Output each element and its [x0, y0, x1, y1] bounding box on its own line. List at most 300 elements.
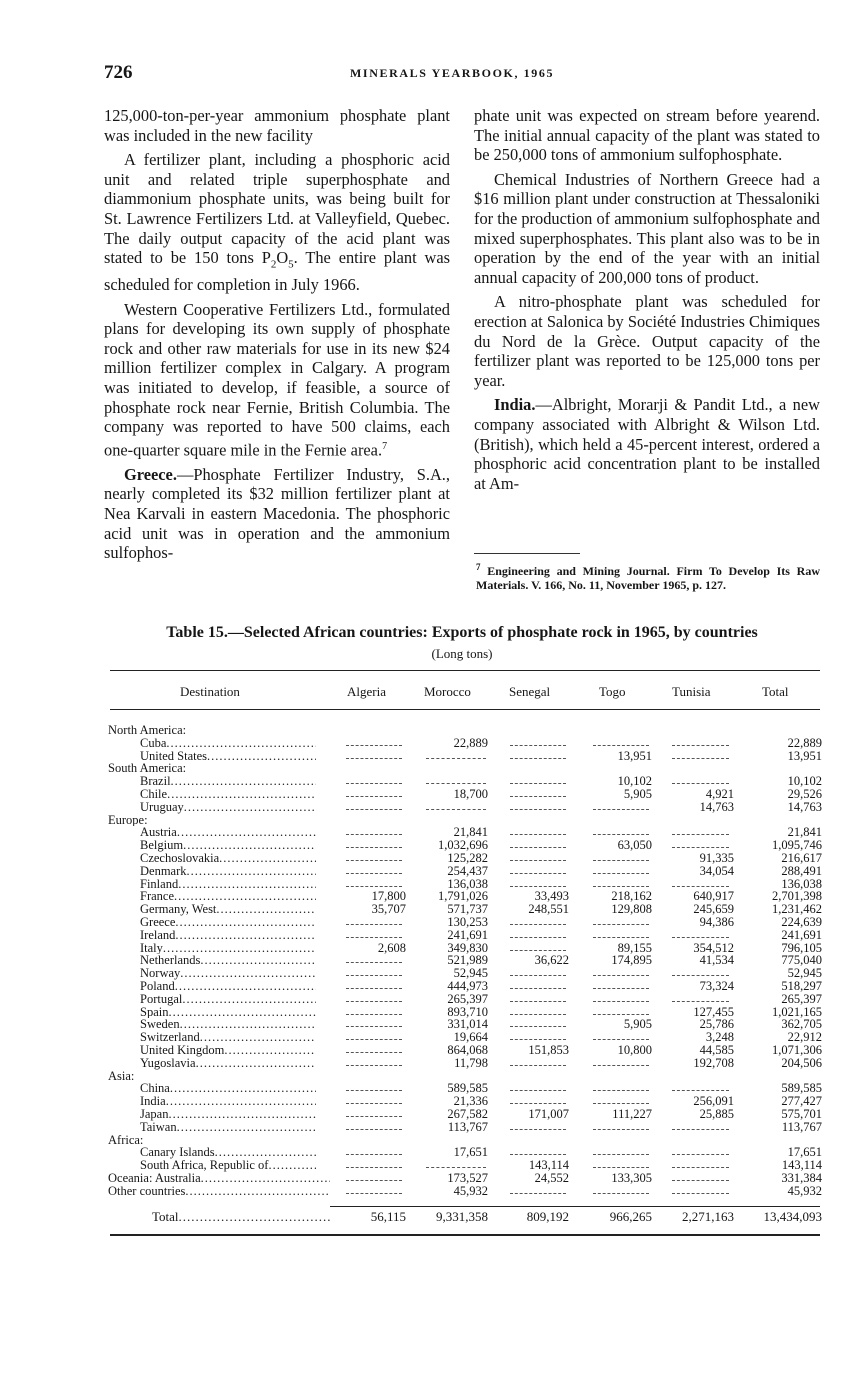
- row-label-text: Netherlands: [140, 954, 201, 968]
- table-cell: 45,932: [453, 1183, 488, 1198]
- table-cell: 575,701: [781, 1107, 822, 1121]
- row-label-text: Asia:: [108, 1069, 135, 1083]
- table-cell: 1,071,306: [772, 1043, 822, 1057]
- empty-cell-dashes: [510, 1129, 566, 1130]
- table-row: [0, 788, 865, 801]
- table-cell: 5,905: [623, 787, 652, 801]
- table-row: [0, 967, 865, 980]
- table-cell: 1,095,746: [772, 838, 822, 853]
- row-label-text: Other countries: [108, 1184, 186, 1198]
- table-row: [0, 826, 865, 839]
- table-row: [0, 1082, 865, 1095]
- total-cell: 13,434,093: [763, 1209, 822, 1224]
- paragraph: [104, 150, 450, 294]
- row-label: [140, 801, 316, 814]
- footnote-divider: [474, 553, 580, 554]
- table-cell: 796,105: [781, 940, 822, 955]
- footnote-ref[interactable]: 7: [382, 440, 388, 452]
- table-row: [0, 1057, 865, 1070]
- table-row: [0, 737, 865, 750]
- empty-cell-dashes: [593, 886, 649, 887]
- table-cell: 10,102: [617, 774, 652, 789]
- row-label-text: Spain: [140, 1005, 169, 1019]
- row-label: [108, 762, 336, 775]
- table-cell: 133,305: [611, 1171, 652, 1185]
- row-label: [140, 903, 316, 916]
- table-row: [0, 1146, 865, 1159]
- column-header-algeria: Algeria: [347, 684, 386, 699]
- row-label: [140, 839, 316, 852]
- table-title: Table 15.—Selected African countries: Exports of phosphate rock in 1965, by countries: [166, 624, 758, 641]
- table-row: [0, 954, 865, 967]
- table-cell: 11,798: [454, 1055, 488, 1070]
- table-cell: 24,552: [534, 1171, 569, 1185]
- empty-cell-dashes: [346, 809, 402, 810]
- empty-cell-dashes: [510, 975, 566, 976]
- empty-cell-dashes: [346, 783, 402, 784]
- table-row: [0, 1121, 865, 1134]
- row-label-text: Finland: [140, 877, 179, 891]
- row-label-text: Italy: [140, 941, 163, 955]
- empty-cell-dashes: [510, 796, 566, 797]
- row-label-text: Switzerland: [140, 1031, 200, 1044]
- empty-cell-dashes: [346, 834, 402, 835]
- empty-cell-dashes: [510, 860, 566, 861]
- table-cell: 73,324: [699, 979, 734, 993]
- empty-cell-dashes: [510, 745, 566, 746]
- empty-cell-dashes: [510, 758, 566, 759]
- row-label-text: Taiwan: [140, 1120, 177, 1134]
- table-row: [0, 852, 865, 865]
- table-cell: 125,282: [447, 851, 488, 865]
- table-cell: 14,763: [699, 799, 734, 814]
- table-row: [0, 839, 865, 852]
- empty-cell-dashes: [346, 1129, 402, 1130]
- row-label: [140, 929, 316, 942]
- row-label: [140, 1006, 316, 1019]
- empty-cell-dashes: [672, 1129, 729, 1130]
- table-cell: 3,248: [705, 1030, 734, 1045]
- row-label-text: Uruguay: [140, 800, 184, 814]
- table-cell: 444,973: [447, 979, 488, 993]
- empty-cell-dashes: [593, 809, 649, 810]
- table-row: [0, 929, 865, 942]
- table-total-row: [0, 1211, 865, 1224]
- table-row: [0, 775, 865, 788]
- row-label-text: Oceania: Australia: [108, 1172, 201, 1185]
- table-cell: 21,841: [453, 825, 488, 840]
- table-row: [0, 1095, 865, 1108]
- row-label: [108, 724, 336, 737]
- row-label: [108, 1134, 336, 1147]
- empty-cell-dashes: [593, 873, 649, 874]
- row-label-text: Brazil: [140, 775, 171, 788]
- table-cell: 129,808: [611, 902, 652, 917]
- table-cell: 52,945: [453, 966, 488, 981]
- table-cell: 143,114: [528, 1158, 569, 1173]
- empty-cell-dashes: [346, 1090, 402, 1091]
- table-row: [0, 1159, 865, 1172]
- subscript: 2: [270, 258, 277, 271]
- empty-cell-dashes: [346, 1116, 402, 1117]
- table-cell: 241,691: [447, 927, 488, 942]
- empty-cell-dashes: [510, 1026, 566, 1027]
- table-bottom-rule: [110, 1234, 820, 1236]
- paragraph: A nitro-phosphate plant was scheduled for erection at Salonica by Société Industries Chimiques du Nord de la Grèce. Output capacity of the fertilizer plant was reported to be 125,000 tons per year.: [474, 292, 820, 390]
- table-cell: 18,700: [453, 787, 488, 801]
- paragraph: [104, 465, 450, 563]
- row-label-text: United Kingdom: [140, 1044, 225, 1057]
- empty-cell-dashes: [510, 1065, 566, 1066]
- footnote: [476, 560, 820, 592]
- row-label: [140, 954, 316, 967]
- table-cell: 256,091: [693, 1094, 734, 1109]
- empty-cell-dashes: [672, 783, 729, 784]
- row-label-text: China: [140, 1082, 170, 1096]
- row-label-text: Sweden: [140, 1018, 180, 1032]
- row-label: [108, 1070, 336, 1083]
- empty-cell-dashes: [346, 1001, 402, 1002]
- table-row: [0, 1006, 865, 1019]
- footnote-number: 7: [476, 562, 481, 572]
- row-label-text: Canary Islands: [140, 1146, 215, 1160]
- right-text-column: [474, 106, 820, 498]
- row-label-text: North America:: [108, 724, 187, 737]
- empty-cell-dashes: [346, 886, 402, 887]
- row-label: [140, 1082, 316, 1095]
- table-top-rule: [110, 670, 820, 671]
- row-label: [140, 1044, 316, 1057]
- empty-cell-dashes: [593, 745, 649, 746]
- row-label-text: Denmark: [140, 864, 187, 878]
- table-cell: 265,397: [447, 991, 488, 1006]
- left-text-column: [104, 106, 450, 568]
- row-label: [140, 1018, 316, 1031]
- empty-cell-dashes: [510, 937, 566, 938]
- paragraph-text: . The entire plant was scheduled for completion in July 1966.: [104, 248, 451, 295]
- table-cell: 2,608: [377, 940, 406, 955]
- table-cell: 174,895: [611, 953, 652, 968]
- total-cell: 809,192: [526, 1209, 569, 1224]
- table-cell: 25,786: [699, 1017, 734, 1032]
- empty-cell-dashes: [346, 873, 402, 874]
- row-label-text: Germany, West: [140, 903, 217, 916]
- table-row: [0, 916, 865, 929]
- table-cell: 25,885: [699, 1107, 734, 1121]
- row-label-text: Japan: [140, 1108, 169, 1121]
- column-header-tunisia: Tunisia: [672, 684, 711, 699]
- row-label: [108, 1185, 330, 1198]
- row-label-text: Yugoslavia: [140, 1056, 196, 1070]
- empty-cell-dashes: [426, 1167, 486, 1168]
- table-cell: 34,054: [699, 863, 734, 878]
- table-cell: 248,551: [528, 902, 569, 917]
- table-row: [0, 993, 865, 1006]
- row-label-text: France: [140, 890, 175, 904]
- empty-cell-dashes: [510, 924, 566, 925]
- row-label: [140, 737, 316, 750]
- empty-cell-dashes: [346, 937, 402, 938]
- table-cell: 518,297: [781, 979, 822, 993]
- empty-cell-dashes: [593, 834, 649, 835]
- empty-cell-dashes: [672, 886, 729, 887]
- subscript: 5: [288, 258, 294, 271]
- row-label-text: Belgium: [140, 839, 184, 852]
- empty-cell-dashes: [346, 1065, 402, 1066]
- page-number: 726: [104, 62, 133, 83]
- table-row: [0, 750, 865, 763]
- row-label: [140, 1031, 316, 1044]
- running-title: MINERALS YEARBOOK, 1965: [350, 66, 555, 80]
- table-cell: 571,737: [447, 902, 488, 917]
- table-cell: 1,021,165: [772, 1004, 822, 1019]
- paragraph: [104, 300, 450, 460]
- table-row: [0, 980, 865, 993]
- empty-cell-dashes: [346, 1014, 402, 1015]
- empty-cell-dashes: [510, 809, 566, 810]
- table-cell: 204,506: [781, 1055, 822, 1070]
- table-cell: 22,889: [787, 735, 822, 750]
- row-label: [140, 1146, 316, 1159]
- empty-cell-dashes: [426, 809, 486, 810]
- table-cell: 893,710: [447, 1004, 488, 1019]
- table-cell: 640,917: [693, 889, 734, 904]
- empty-cell-dashes: [346, 975, 402, 976]
- empty-cell-dashes: [510, 873, 566, 874]
- row-label: [140, 1057, 316, 1070]
- empty-cell-dashes: [510, 783, 566, 784]
- table-cell: 10,102: [787, 774, 822, 789]
- table-cell: 52,945: [787, 966, 822, 981]
- formula-letter: O: [276, 248, 289, 268]
- empty-cell-dashes: [346, 962, 402, 963]
- paragraph-text: Western Cooperative Fertilizers Ltd., formulated plans for developing its own supply of phosphate rock and other raw materials for use in its new $24 million fertilizer complex in Calgary. A program was initiated to develop, if feasible, a source of phosphate rock near Fernie, British Columbia. The company was reported to have 500 claims, each one-quarter square mile in the Fernie area.: [104, 299, 450, 460]
- row-label-text: South Africa, Republic of: [140, 1159, 269, 1172]
- empty-cell-dashes: [672, 758, 729, 759]
- paragraph: Chemical Industries of Northern Greece had a $16 million plant under construction at Thessaloniki for the production of ammonium sulfophosphate and mixed superphosphates. This plant also was to be in operation by the end of the year with an initial annual capacity of 200,000 tons of product.: [474, 169, 820, 287]
- column-header-morocco: Morocco: [424, 684, 471, 699]
- table-row: [0, 801, 865, 814]
- row-label: [140, 1159, 316, 1172]
- row-label: [140, 916, 316, 929]
- empty-cell-dashes: [593, 1014, 649, 1015]
- empty-cell-dashes: [510, 1103, 566, 1104]
- table-cell: 33,493: [534, 889, 569, 904]
- table-cell: 22,889: [453, 735, 488, 750]
- table-cell: 113,767: [447, 1119, 488, 1134]
- row-label: [140, 980, 316, 993]
- empty-cell-dashes: [346, 1167, 402, 1168]
- table-cell: 173,527: [447, 1171, 488, 1185]
- table-cell: 267,582: [447, 1107, 488, 1121]
- table-cell: 136,038: [781, 876, 822, 891]
- row-label: [140, 788, 316, 801]
- empty-cell-dashes: [510, 1090, 566, 1091]
- row-label: [140, 890, 316, 903]
- row-label: [108, 1172, 330, 1185]
- row-label-text: Greece: [140, 916, 176, 929]
- table-sum-rule: [330, 1206, 820, 1207]
- table-cell: 17,651: [787, 1145, 822, 1160]
- table-cell: 254,437: [447, 863, 488, 878]
- table-cell: 17,651: [453, 1145, 488, 1160]
- table-group-row: [0, 1070, 865, 1083]
- row-label-text: Norway: [140, 967, 181, 980]
- footnote-text: Engineering and Mining Journal. Firm To Develop Its Raw Materials. V. 166, No. 11, November 1965, p. 127.: [476, 564, 820, 592]
- empty-cell-dashes: [346, 796, 402, 797]
- row-label: [140, 826, 316, 839]
- table-cell: 224,639: [781, 915, 822, 929]
- table-cell: 349,830: [447, 940, 488, 955]
- empty-cell-dashes: [346, 745, 402, 746]
- empty-cell-dashes: [346, 758, 402, 759]
- empty-cell-dashes: [346, 1026, 402, 1027]
- empty-cell-dashes: [593, 1193, 649, 1194]
- table-cell: 521,989: [447, 953, 488, 968]
- table-row: [0, 903, 865, 916]
- table-cell: 10,800: [617, 1043, 652, 1057]
- total-cell: 56,115: [370, 1209, 406, 1224]
- paragraph: 125,000-ton-per-year ammonium phosphate plant was included in the new facility: [104, 106, 450, 145]
- table-cell: 4,921: [705, 787, 734, 801]
- table-cell: 1,231,462: [772, 902, 822, 917]
- row-label: [140, 1095, 316, 1108]
- row-label: [140, 878, 316, 891]
- row-label-text: Czechoslovakia: [140, 852, 220, 865]
- table-cell: 1,791,026: [438, 889, 488, 904]
- table-cell: 22,912: [787, 1030, 822, 1045]
- empty-cell-dashes: [510, 1154, 566, 1155]
- column-header-togo: Togo: [599, 684, 626, 699]
- table-cell: 36,622: [534, 953, 569, 968]
- empty-cell-dashes: [593, 860, 649, 861]
- empty-cell-dashes: [510, 988, 566, 989]
- empty-cell-dashes: [346, 1103, 402, 1104]
- empty-cell-dashes: [672, 1193, 729, 1194]
- empty-cell-dashes: [593, 1103, 649, 1104]
- table-group-row: [0, 724, 865, 737]
- table-cell: 111,227: [612, 1107, 652, 1121]
- row-label: [140, 775, 316, 788]
- empty-cell-dashes: [672, 1090, 729, 1091]
- empty-cell-dashes: [672, 1180, 729, 1181]
- table-cell: 127,455: [693, 1004, 734, 1019]
- table-cell: 45,932: [787, 1183, 822, 1198]
- table-cell: 17,800: [371, 889, 406, 904]
- table-cell: 136,038: [447, 876, 488, 891]
- table-cell: 1,032,696: [438, 838, 488, 853]
- table-cell: 151,853: [528, 1043, 569, 1057]
- row-label: [140, 967, 316, 980]
- row-label: [140, 852, 316, 865]
- table-cell: 241,691: [781, 927, 822, 942]
- row-label: [140, 942, 316, 955]
- empty-cell-dashes: [593, 1154, 649, 1155]
- table-row: [0, 1172, 865, 1185]
- table-row: [0, 1185, 865, 1198]
- paragraph: phate unit was expected on stream before yearend. The initial annual capacity of the plant was stated to be 250,000 tons of ammonium sulfophosphate.: [474, 106, 820, 165]
- table-cell: 89,155: [617, 940, 652, 955]
- row-label-text: Austria: [140, 826, 177, 840]
- empty-cell-dashes: [672, 1167, 729, 1168]
- empty-cell-dashes: [510, 950, 566, 951]
- table-cell: 192,708: [693, 1055, 734, 1070]
- row-label-text: Africa:: [108, 1133, 144, 1147]
- table-cell: 5,905: [623, 1017, 652, 1032]
- empty-cell-dashes: [672, 975, 729, 976]
- empty-cell-dashes: [346, 1039, 402, 1040]
- row-label-text: Chile: [140, 788, 168, 801]
- table-cell: 14,763: [787, 799, 822, 814]
- table-cell: 13,951: [787, 748, 822, 763]
- empty-cell-dashes: [672, 1154, 729, 1155]
- row-label: [108, 814, 336, 827]
- empty-cell-dashes: [593, 1090, 649, 1091]
- total-label-text: Total: [152, 1211, 179, 1224]
- table-group-row: [0, 1134, 865, 1147]
- table-row: [0, 878, 865, 891]
- table-subtitle: (Long tons): [431, 646, 493, 661]
- table-cell: 362,705: [781, 1017, 822, 1032]
- table-cell: 29,526: [787, 787, 822, 801]
- empty-cell-dashes: [510, 834, 566, 835]
- row-label-text: India: [140, 1095, 166, 1108]
- table-cell: 277,427: [781, 1094, 822, 1109]
- paragraph: [474, 395, 820, 493]
- empty-cell-dashes: [510, 886, 566, 887]
- row-label-text: Portugal: [140, 992, 183, 1006]
- row-label: [140, 750, 316, 763]
- table-cell: 113,767: [781, 1119, 822, 1134]
- empty-cell-dashes: [346, 860, 402, 861]
- section-lead: India.: [494, 395, 536, 415]
- table-cell: 41,534: [699, 953, 734, 968]
- empty-cell-dashes: [510, 1039, 566, 1040]
- total-label: [152, 1211, 330, 1224]
- total-cell: 2,271,163: [682, 1209, 734, 1224]
- table-cell: 35,707: [371, 902, 406, 917]
- empty-cell-dashes: [426, 783, 486, 784]
- empty-cell-dashes: [672, 847, 729, 848]
- table-cell: 288,491: [781, 863, 822, 878]
- row-label-text: Ireland: [140, 928, 176, 942]
- empty-cell-dashes: [593, 1039, 649, 1040]
- table-row: [0, 1108, 865, 1121]
- table-cell: 143,114: [781, 1158, 822, 1173]
- table-cell: 775,040: [781, 953, 822, 968]
- empty-cell-dashes: [593, 1065, 649, 1066]
- empty-cell-dashes: [510, 1014, 566, 1015]
- paragraph-text: —Phosphate Fertilizer Industry, S.A., nearly completed its $32 million fertilizer plant at Nea Karvali in eastern Macedonia. The phosphoric acid unit was in operation and the ammonium sulfophos-: [104, 464, 450, 563]
- table-cell: 2,701,398: [772, 889, 822, 904]
- empty-cell-dashes: [672, 745, 729, 746]
- table-cell: 331,014: [447, 1017, 488, 1032]
- table-cell: 91,335: [699, 851, 734, 865]
- empty-cell-dashes: [593, 988, 649, 989]
- empty-cell-dashes: [346, 1154, 402, 1155]
- table-group-row: [0, 814, 865, 827]
- row-label-text: Europe:: [108, 813, 148, 827]
- table-cell: 589,585: [447, 1081, 488, 1096]
- table-cell: 21,336: [453, 1094, 488, 1109]
- table-row: [0, 890, 865, 903]
- row-label-text: South America:: [108, 762, 187, 776]
- total-cell: 9,331,358: [436, 1209, 488, 1224]
- table-cell: 331,384: [781, 1171, 822, 1185]
- table-cell: 218,162: [611, 889, 652, 904]
- empty-cell-dashes: [593, 937, 649, 938]
- table-row: [0, 1018, 865, 1031]
